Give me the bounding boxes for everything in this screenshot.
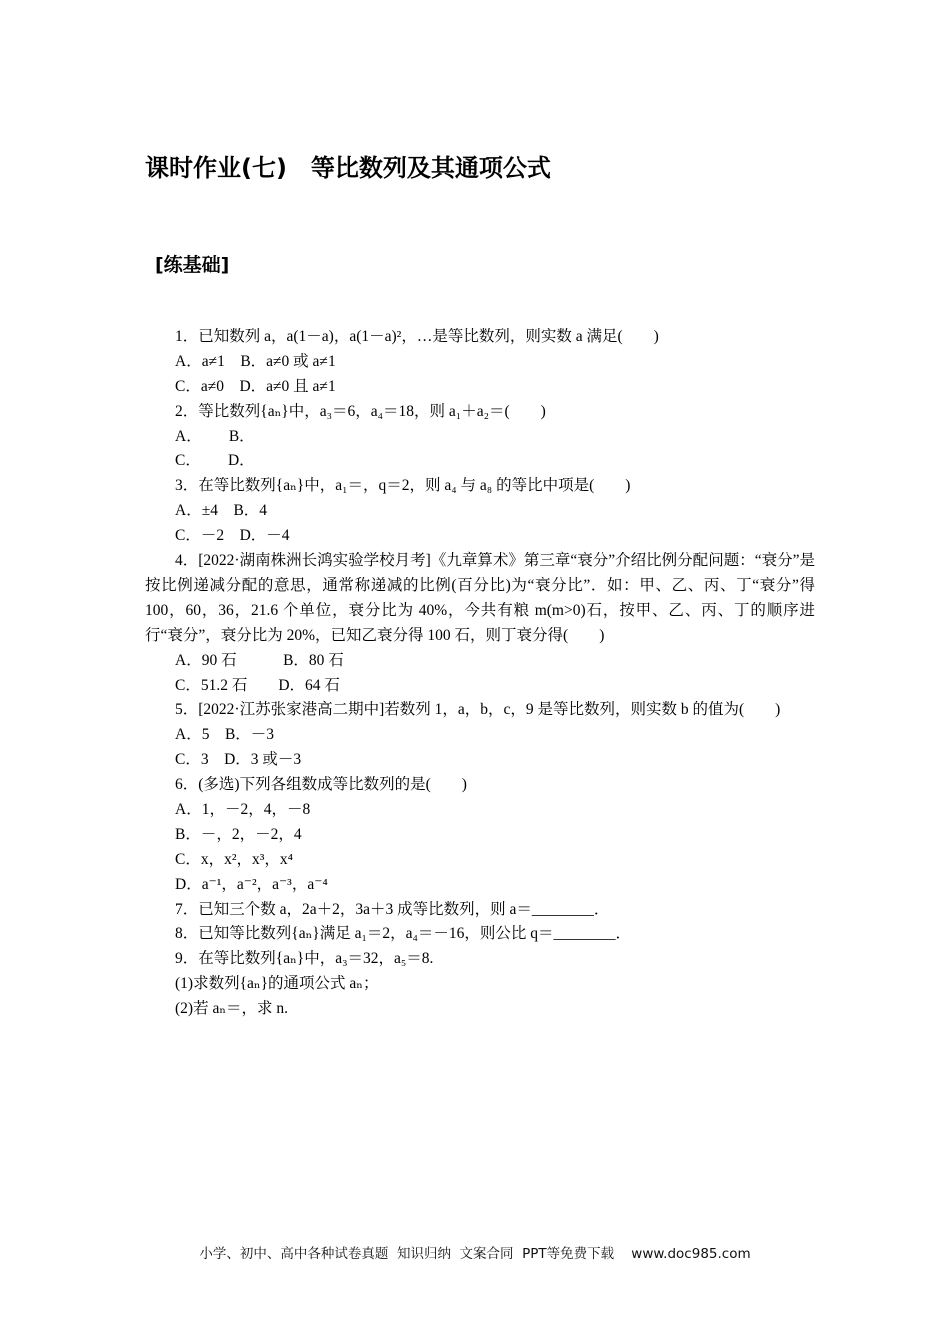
text-line: A．±4 B．4 [175,502,268,520]
footer-text: 小学、初中、高中各种试卷真题 知识归纳 文案合同 PPT等免费下载 www.doc985.com [199,1246,751,1262]
text-line: 2．等比数列{aₙ}中，a₃＝6，a₄＝18，则 a₁＋a₂＝( ) [175,402,546,420]
text-line: C． D． [175,452,255,470]
text-line: 9．在等比数列{aₙ}中，a₃＝32，a₅＝8. [175,950,434,968]
text-line: 5．[2022·江苏张家港高二期中]若数列 1，a，b，c，9 是等比数列，则实数 b 的值为( ) [175,701,781,719]
text-line: A．1，－2，4，－8 [175,801,311,818]
question-body [145,325,815,1022]
text-line: B．－，2，－2，4 [175,825,302,843]
text-line: C．－2 D．－4 [175,527,290,545]
text-line: (1)求数列{aₙ}的通项公式 aₙ； [175,975,379,993]
page-title: 课时作业(七) 等比数列及其通项公式 [145,154,551,182]
text-line: (2)若 aₙ＝，求 n. [175,1000,289,1018]
text-line: 1．已知数列 a，a(1－a)，a(1－a)²，…是等比数列，则实数 a 满足( ) [175,328,659,345]
text-line: 7．已知三个数 a，2a＋2，3a＋3 成等比数列，则 a＝________． [175,900,610,918]
text-line: A．a≠1 B．a≠0 或 a≠1 [175,352,336,370]
text-line: A．5 B．－3 [175,726,275,744]
section-heading: [练基础] [155,254,230,276]
text-line: 6．(多选)下列各组数成等比数列的是( ) [175,776,467,794]
text-line: 8．已知等比数列{aₙ}满足 a₁＝2，a₄＝－16，则公比 q＝________． [175,925,632,943]
text-line: 3．在等比数列{aₙ}中，a₁＝，q＝2，则 a₄ 与 a₈ 的等比中项是( ) [175,477,631,495]
text-line: C．51.2 石 D．64 石 [175,676,340,694]
text-line: A．90 石 B．80 石 [175,651,344,669]
text-line: C．3 D．3 或－3 [175,751,302,769]
text-line: C．a≠0 D．a≠0 且 a≠1 [175,377,336,395]
text-line: C．x，x²，x³，x⁴ [175,850,294,868]
text-line: A． B． [175,427,255,445]
text-line: D．a⁻¹，a⁻²，a⁻³，a⁻⁴ [175,875,328,893]
text-line: 4．[2022·湖南株洲长鸿实验学校月考]《九章算术》第三章“衰分”介绍比例分配问题：“衰分”是按比例递减分配的意思，通常称递减的比例(百分比)为“衰分比”．如：甲、乙、丙、丁“衰分”得 100，60，36，21.6 个单位，衰分比为 40%，今共有粮 m(m>0)石，按甲、乙、丙、丁的顺序进行“衰分”，衰分比为 20%，已知乙衰分得 100 石，则丁衰分得( ) [145,552,815,644]
